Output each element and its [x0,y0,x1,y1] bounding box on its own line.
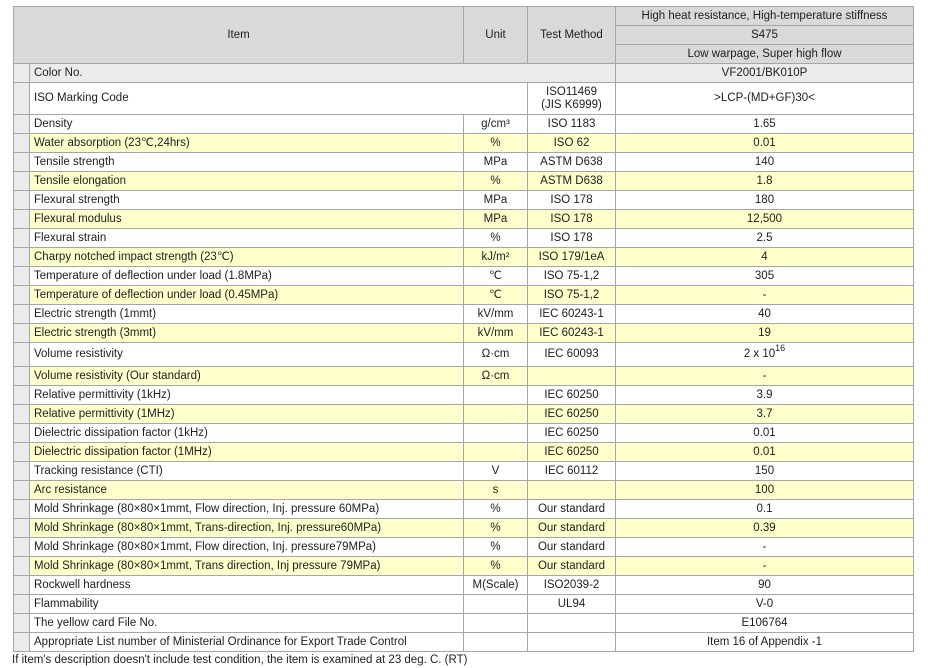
item-cell: Density [30,115,464,134]
test-method-cell: Our standard [528,557,616,576]
item-cell: Rockwell hardness [30,576,464,595]
unit-cell [464,405,528,424]
row-marker-cell [14,576,30,595]
row-marker-cell [14,367,30,386]
item-cell: Mold Shrinkage (80×80×1mmt, Trans direction, Inj pressure 79MPa) [30,557,464,576]
item-cell: Relative permittivity (1kHz) [30,386,464,405]
table-row [14,134,914,153]
value-cell: 150 [616,462,914,481]
value-exponent: 16 [775,343,786,353]
item-cell: Electric strength (1mmt) [30,305,464,324]
table-row [14,405,914,424]
table-row [14,210,914,229]
item-cell: Mold Shrinkage (80×80×1mmt, Flow direction, Inj. pressure 60MPa) [30,500,464,519]
unit-header: Unit [464,7,528,64]
row-marker-cell [14,443,30,462]
test-method-cell: ISO 1183 [528,115,616,134]
test-method-cell: IEC 60093 [528,343,616,367]
value-cell: 0.39 [616,519,914,538]
item-cell: Dielectric dissipation factor (1MHz) [30,443,464,462]
unit-cell: kJ/m² [464,248,528,267]
unit-cell: ℃ [464,267,528,286]
unit-cell: s [464,481,528,500]
item-cell: Mold Shrinkage (80×80×1mmt, Flow direction, Inj. pressure79MPa) [30,538,464,557]
test-method-cell: IEC 60243-1 [528,305,616,324]
unit-cell: g/cm³ [464,115,528,134]
unit-cell: kV/mm [464,305,528,324]
table-row [14,538,914,557]
test-method-cell: Our standard [528,500,616,519]
table-row [14,557,914,576]
item-cell: Flexural strain [30,229,464,248]
item-cell: Temperature of deflection under load (0.45MPa) [30,286,464,305]
unit-cell: ℃ [464,286,528,305]
test-method-header: Test Method [528,7,616,64]
test-method-cell [528,633,616,652]
unit-cell [464,386,528,405]
value-cell: 19 [616,324,914,343]
table-row [14,519,914,538]
color-no-row [14,64,914,83]
table-row [14,172,914,191]
row-marker-cell [14,462,30,481]
table-row [14,191,914,210]
value-cell: 100 [616,481,914,500]
unit-cell: % [464,519,528,538]
unit-cell: V [464,462,528,481]
iso-marking-value: >LCP-(MD+GF)30< [616,83,914,115]
unit-cell: M(Scale) [464,576,528,595]
row-marker-cell [14,386,30,405]
footnote: If item's description doesn't include test condition, the item is examined at 23 deg. C. (RT) [12,654,468,666]
item-cell: Flexural strength [30,191,464,210]
item-cell: The yellow card File No. [30,614,464,633]
unit-cell: kV/mm [464,324,528,343]
iso-marking-test-method [528,83,616,115]
value-cell: 0.1 [616,500,914,519]
unit-cell: Ω·cm [464,343,528,367]
item-cell: Electric strength (3mmt) [30,324,464,343]
item-cell: Dielectric dissipation factor (1kHz) [30,424,464,443]
test-method-line-2: (JIS K6999) [541,98,602,111]
table-row [14,614,914,633]
table-row [14,633,914,652]
value-cell: 1.8 [616,172,914,191]
unit-cell: % [464,538,528,557]
test-method-cell: IEC 60243-1 [528,324,616,343]
item-cell: Flammability [30,595,464,614]
value-cell: - [616,286,914,305]
row-marker-cell [14,229,30,248]
value-cell: 12,500 [616,210,914,229]
item-header: Item [14,7,464,64]
table-row [14,443,914,462]
row-marker-cell [14,633,30,652]
item-cell: Water absorption (23℃,24hrs) [30,134,464,153]
color-no-value: VF2001/BK010P [616,64,914,83]
table-row [14,481,914,500]
value-cell: 3.7 [616,405,914,424]
table-row [14,267,914,286]
value-cell [616,343,914,367]
table-row [14,386,914,405]
item-cell: Volume resistivity (Our standard) [30,367,464,386]
table-row [14,115,914,134]
unit-cell: % [464,229,528,248]
value-cell: V-0 [616,595,914,614]
row-marker-cell [14,305,30,324]
item-cell: Tracking resistance (CTI) [30,462,464,481]
test-method-cell: UL94 [528,595,616,614]
table-row [14,286,914,305]
row-marker-cell [14,64,30,83]
test-method-cell: ISO 178 [528,229,616,248]
value-cell: - [616,557,914,576]
row-marker-cell [14,286,30,305]
table-row [14,595,914,614]
test-method-cell: IEC 60250 [528,424,616,443]
value-cell: 90 [616,576,914,595]
test-method-cell [528,367,616,386]
row-marker-cell [14,83,30,115]
unit-cell: % [464,500,528,519]
test-method-cell: Our standard [528,519,616,538]
item-cell: Volume resistivity [30,343,464,367]
table-row [14,576,914,595]
unit-cell [464,633,528,652]
row-marker-cell [14,172,30,191]
item-cell: Relative permittivity (1MHz) [30,405,464,424]
unit-cell [464,424,528,443]
color-no-label: Color No. [30,64,616,83]
test-method-cell: IEC 60112 [528,462,616,481]
unit-cell [464,614,528,633]
row-marker-cell [14,267,30,286]
value-cell: 0.01 [616,424,914,443]
test-method-cell: ISO 75-1,2 [528,286,616,305]
row-marker-cell [14,519,30,538]
row-marker-cell [14,343,30,367]
value-cell: - [616,367,914,386]
test-method-cell: IEC 60250 [528,405,616,424]
unit-cell [464,443,528,462]
row-marker-cell [14,134,30,153]
unit-cell: % [464,557,528,576]
grade-subfeatures-header: Low warpage, Super high flow [616,45,914,64]
item-cell: Mold Shrinkage (80×80×1mmt, Trans-direction, Inj. pressure60MPa) [30,519,464,538]
value-cell: 40 [616,305,914,324]
row-marker-cell [14,248,30,267]
table-row [14,424,914,443]
item-cell: Flexural modulus [30,210,464,229]
unit-cell: % [464,172,528,191]
value-cell: 0.01 [616,443,914,462]
row-marker-cell [14,191,30,210]
table-row [14,305,914,324]
table-row [14,324,914,343]
item-cell: Charpy notched impact strength (23℃) [30,248,464,267]
iso-marking-row [14,83,914,115]
test-method-cell: ISO 62 [528,134,616,153]
table-row [14,462,914,481]
property-table [13,6,914,652]
test-method-cell [528,481,616,500]
value-cell: 4 [616,248,914,267]
row-marker-cell [14,595,30,614]
unit-cell: Ω·cm [464,367,528,386]
item-cell: Appropriate List number of Ministerial Ordinance for Export Trade Control [30,633,464,652]
row-marker-cell [14,324,30,343]
test-method-cell: IEC 60250 [528,386,616,405]
item-cell: Tensile elongation [30,172,464,191]
iso-marking-label: ISO Marking Code [30,83,528,115]
value-cell: 180 [616,191,914,210]
row-marker-cell [14,614,30,633]
unit-cell [464,595,528,614]
test-method-cell: Our standard [528,538,616,557]
value-cell: Item 16 of Appendix -1 [616,633,914,652]
row-marker-cell [14,481,30,500]
value-mantissa: 2 x 10 [743,348,776,360]
row-marker-cell [14,115,30,134]
value-cell: 305 [616,267,914,286]
item-cell: Temperature of deflection under load (1.8MPa) [30,267,464,286]
value-cell: 2.5 [616,229,914,248]
table-row [14,229,914,248]
row-marker-cell [14,557,30,576]
test-method-cell: ISO 178 [528,191,616,210]
row-marker-cell [14,210,30,229]
row-marker-cell [14,153,30,172]
header-row [14,7,914,26]
table-row [14,248,914,267]
table-row [14,500,914,519]
value-cell: 3.9 [616,386,914,405]
unit-cell: MPa [464,210,528,229]
item-cell: Tensile strength [30,153,464,172]
test-method-cell: ISO2039-2 [528,576,616,595]
test-method-cell: ISO 75-1,2 [528,267,616,286]
row-marker-cell [14,500,30,519]
value-cell: - [616,538,914,557]
grade-name-header: S475 [616,26,914,45]
table-row [14,367,914,386]
test-method-cell: ASTM D638 [528,153,616,172]
test-method-cell: ISO 179/1eA [528,248,616,267]
test-method-cell: ASTM D638 [528,172,616,191]
table-row [14,343,914,367]
unit-cell: % [464,134,528,153]
test-method-cell [528,614,616,633]
unit-cell: MPa [464,153,528,172]
value-cell: 140 [616,153,914,172]
row-marker-cell [14,538,30,557]
row-marker-cell [14,405,30,424]
value-cell: 0.01 [616,134,914,153]
test-method-line-1: ISO11469 [546,85,597,98]
row-marker-cell [14,424,30,443]
table-body [14,64,914,652]
grade-features-header: High heat resistance, High-temperature stiffness [616,7,914,26]
test-method-cell: IEC 60250 [528,443,616,462]
value-cell: 1.65 [616,115,914,134]
table-row [14,153,914,172]
item-cell: Arc resistance [30,481,464,500]
unit-cell: MPa [464,191,528,210]
test-method-cell: ISO 178 [528,210,616,229]
value-cell: E106764 [616,614,914,633]
